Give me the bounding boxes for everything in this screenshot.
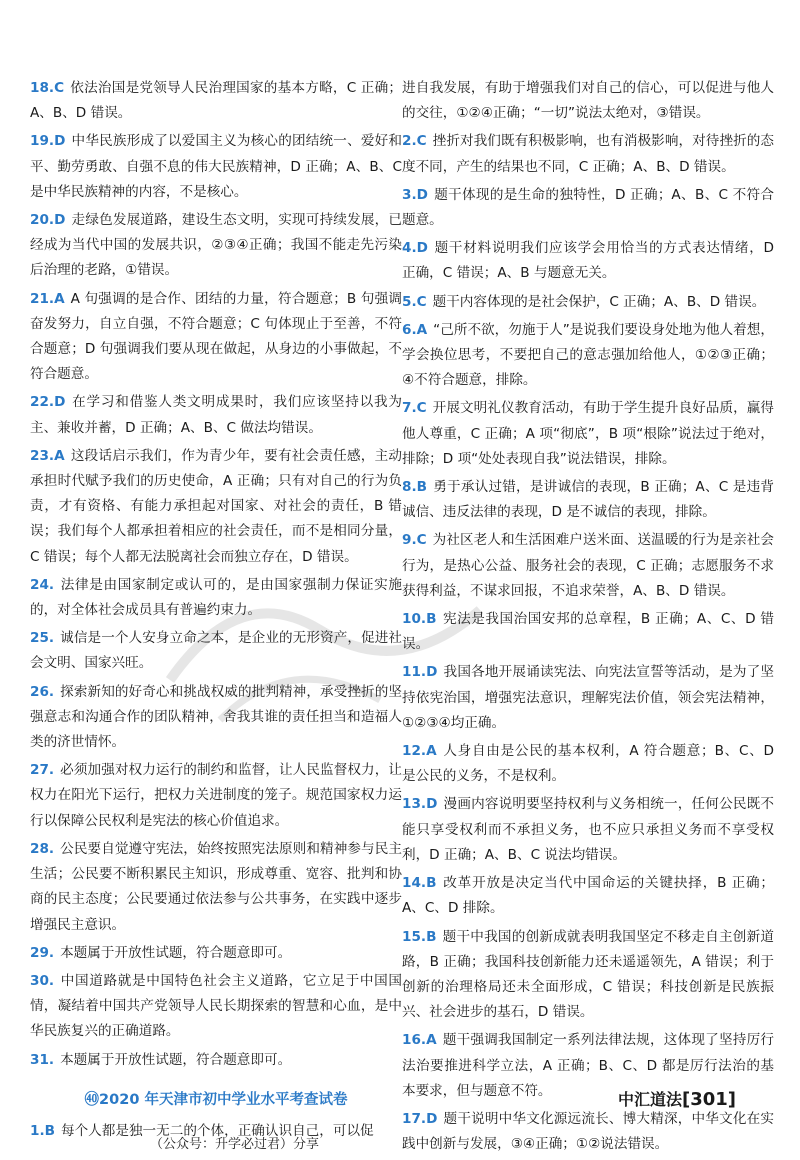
answer-item — [30, 287, 402, 388]
page-number: [301] — [681, 1089, 736, 1110]
question-number: 14.B — [402, 875, 437, 892]
question-number: 26. — [30, 683, 55, 700]
answer-item — [402, 396, 774, 472]
answer-text: 探索新知的好奇心和挑战权威的批判精神，承受挫折的坚强意志和沟通合作的团队精神，舍我其谁的责任担当和造福人类的济世情怀。 — [30, 683, 402, 751]
answer-text: 勇于承认过错，是讲诚信的表现，B 正确；A、C 是违背诚信、违反法律的表现，D 是不诚信的表现，排除。 — [402, 479, 774, 521]
answer-item — [30, 208, 402, 284]
answer-text: 诚信是一个人安身立命之本，是企业的无形资产，促进社会文明、国家兴旺。 — [30, 630, 402, 672]
question-number: 1.B — [30, 1122, 55, 1139]
continued-text: 进自我发展，有助于增强我们对自己的信心，可以促进与他人的交往，①②④正确；“一切”说法太绝对，③错误。 — [402, 80, 774, 122]
answer-text: 人身自由是公民的基本权利，A 符合题意；B、C、D 是公民的义务，不是权利。 — [402, 743, 774, 785]
question-number: 31. — [30, 1051, 55, 1068]
question-number: 6.A — [402, 321, 428, 338]
question-number: 13.D — [402, 796, 438, 813]
question-number: 17.D — [402, 1110, 438, 1127]
credit-line: （公众号：升学必过君）分享 — [150, 1137, 320, 1152]
question-number: 25. — [30, 630, 55, 647]
answer-item — [402, 528, 774, 604]
question-number: 22.D — [30, 394, 66, 411]
answer-item — [402, 739, 774, 789]
answer-item — [402, 318, 774, 394]
right-column — [402, 76, 774, 1160]
question-number: 3.D — [402, 186, 428, 203]
question-number: 23.A — [30, 447, 65, 464]
answer-item — [402, 129, 774, 179]
question-number: 20.D — [30, 212, 66, 229]
answer-text: 挫折对我们既有积极影响，也有消极影响，对待挫折的态度不同，产生的结果也不同，C 正确；A、B、D 错误。 — [402, 133, 774, 175]
answer-item — [402, 871, 774, 921]
answer-text: 每个人都是独一无二的个体，正确认识自己，可以促 — [60, 1122, 374, 1139]
question-number: 16.A — [402, 1032, 437, 1049]
answer-text: 中国道路就是中国特色社会主义道路，它立足于中国国情，凝结着中国共产党领导人民长期探索的智慧和心血，是中华民族复兴的正确道路。 — [30, 972, 402, 1040]
answer-item — [30, 573, 402, 623]
question-number: 27. — [30, 762, 55, 779]
answer-text: 公民要自觉遵守宪法，始终按照宪法原则和精神参与民主生活；公民要不断积累民主知识，形成尊重、宽容、批判和协商的民主态度；公民要通过依法参与公共事务，在实践中逐步增强民主意识。 — [30, 840, 402, 933]
question-number: 11.D — [402, 664, 438, 681]
answer-item — [30, 444, 402, 570]
answer-text: 宪法是我国治国安邦的总章程，B 正确；A、C、D 错误。 — [402, 611, 774, 653]
answer-item — [30, 837, 402, 938]
question-number: 18.C — [30, 80, 65, 96]
answer-text: 开展文明礼仪教育活动，有助于学生提升良好品质，赢得他人尊重，C 正确；A 项“彻底”，B 项“根除”说法过于绝对，排除；D 项“处处表现自我”说法错误，排除。 — [402, 400, 774, 467]
answer-text: 题干中我国的创新成就表明我国坚定不移走自主创新道路，B 正确；我国科技创新能力还未遥遥领先，A 错误；利于创新的治理格局还未全面形成，C 错误；科技创新是民族振兴、社会进步的基石，D 错误。 — [402, 928, 774, 1021]
question-number: 9.C — [402, 532, 427, 549]
question-number: 12.A — [402, 743, 437, 760]
answer-text: 本题属于开放性试题，符合题意即可。 — [60, 944, 292, 961]
question-number: 21.A — [30, 290, 65, 307]
question-number: 15.B — [402, 928, 437, 945]
question-number: 4.D — [402, 240, 428, 257]
answer-item — [402, 660, 774, 736]
answer-item — [30, 626, 402, 676]
answer-text: A 句强调的是合作、团结的力量，符合题意；B 句强调奋发努力，自立自强，不符合题意；C 句体现止于至善，不符合题意；D 句强调我们要从现在做起，从身边的小事做起，不符合题意。 — [30, 290, 402, 383]
answer-item — [30, 76, 402, 126]
answer-item — [30, 680, 402, 756]
section-title: ㊵2020 年天津市初中学业水平考查试卷 — [84, 1091, 348, 1108]
answer-item — [30, 758, 402, 834]
question-number: 8.B — [402, 479, 427, 496]
answer-text: 漫画内容说明要坚持权利与义务相统一，任何公民既不能只享受权利而不承担义务，也不应只承担义务而不享受权利，D 正确；A、B、C 说法均错误。 — [402, 796, 774, 863]
question-number: 28. — [30, 840, 55, 857]
answer-item — [402, 475, 774, 525]
answer-text: 改革开放是决定当代中国命运的关键抉择，B 正确；A、C、D 排除。 — [402, 875, 774, 917]
answer-item — [30, 941, 402, 966]
question-number: 19.D — [30, 133, 66, 150]
answer-item — [402, 607, 774, 657]
question-number: 7.C — [402, 400, 427, 417]
answer-item — [402, 183, 774, 233]
question-number: 29. — [30, 944, 55, 961]
answer-item — [30, 129, 402, 205]
answer-text: 这段话启示我们，作为青少年，要有社会责任感，主动承担时代赋予我们的历史使命，A 正确；只有对自己的行为负责，才有资格、有能力承担起对国家、对社会的责任，B 错误；我们每个人都承担着相应的社会责任，而不是相同分量，C 错误；每个人都无法脱离社会而独立存在，D 错误。 — [30, 447, 402, 565]
answer-item — [30, 969, 402, 1045]
answer-text: 题干说明中华文化源远流长、博大精深，中华文化在实践中创新与发展，③④正确；①②说法错误。 — [402, 1110, 774, 1153]
answer-text: 题干强调我国制定一系列法律法规，这体现了坚持厉行法治要推进科学立法，A 正确；B、C、D 都是厉行法治的基本要求，但与题意不符。 — [402, 1032, 774, 1099]
answer-text: 为社区老人和生活困难户送米面、送温暖的行为是亲社会行为，是热心公益、服务社会的表现，C 正确；志愿服务不求获得利益，不谋求回报，不追求荣誉，A、B、D 错误。 — [402, 532, 774, 599]
answer-item — [30, 390, 402, 440]
answer-text: 在学习和借鉴人类文明成果时，我们应该坚持以我为主、兼收并蓄，D 正确；A、B、C 做法均错误。 — [30, 394, 402, 436]
answer-item — [402, 236, 774, 286]
question-number: 2.C — [402, 133, 427, 150]
answer-text: 题干材料说明我们应该学会用恰当的方式表达情绪，D 正确，C 错误；A、B 与题意无关。 — [402, 240, 774, 282]
answer-item — [30, 1048, 402, 1073]
left-column — [30, 76, 402, 1147]
answer-text: 题干内容体现的是社会保护，C 正确；A、B、D 错误。 — [432, 293, 766, 310]
answer-text: 必须加强对权力运行的制约和监督，让人民监督权力，让权力在阳光下运行，把权力关进制度的笼子。规范国家权力运行以保障公民权利是宪法的核心价值追求。 — [30, 762, 402, 829]
answer-text: 依法治国是党领导人民治理国家的基本方略，C 正确；A、B、D 错误。 — [30, 80, 402, 122]
answer-item — [402, 290, 774, 315]
answer-item — [402, 1107, 774, 1157]
question-number: 30. — [30, 972, 55, 989]
answer-text: 题干体现的是生命的独特性，D 正确；A、B、C 不符合题意。 — [402, 186, 774, 229]
answer-text: 走绿色发展道路，建设生态文明，实现可持续发展，已经成为当代中国的发展共识，②③④正确；我国不能走先污染后治理的老路，①错误。 — [30, 212, 402, 279]
footer-brand: 中汇道法 — [617, 1090, 682, 1109]
answer-item — [402, 925, 774, 1026]
answer-text: 中华民族形成了以爱国主义为核心的团结统一、爱好和平、勤劳勇敢、自强不息的伟大民族精神，D 正确；A、B、C 是中华民族精神的内容，不是核心。 — [30, 133, 402, 200]
answer-text: “己所不欲，勿施于人”是说我们要设身处地为他人着想，学会换位思考，不要把自己的意志强加给他人，①②③正确；④不符合题意，排除。 — [402, 321, 774, 389]
question-number: 24. — [30, 576, 55, 593]
answer-text: 本题属于开放性试题，符合题意即可。 — [60, 1051, 292, 1068]
answer-item — [402, 792, 774, 868]
answer-text: 我国各地开展诵读宪法、向宪法宣誓等活动，是为了坚持依宪治国，增强宪法意识，理解宪法价值，领会宪法精神，①②③④均正确。 — [402, 664, 774, 731]
question-number: 10.B — [402, 611, 437, 628]
page-footer — [618, 1087, 736, 1110]
question-number: 5.C — [402, 293, 427, 310]
answer-text: 法律是由国家制定或认可的，是由国家强制力保证实施的，对全体社会成员具有普遍约束力。 — [30, 576, 402, 619]
